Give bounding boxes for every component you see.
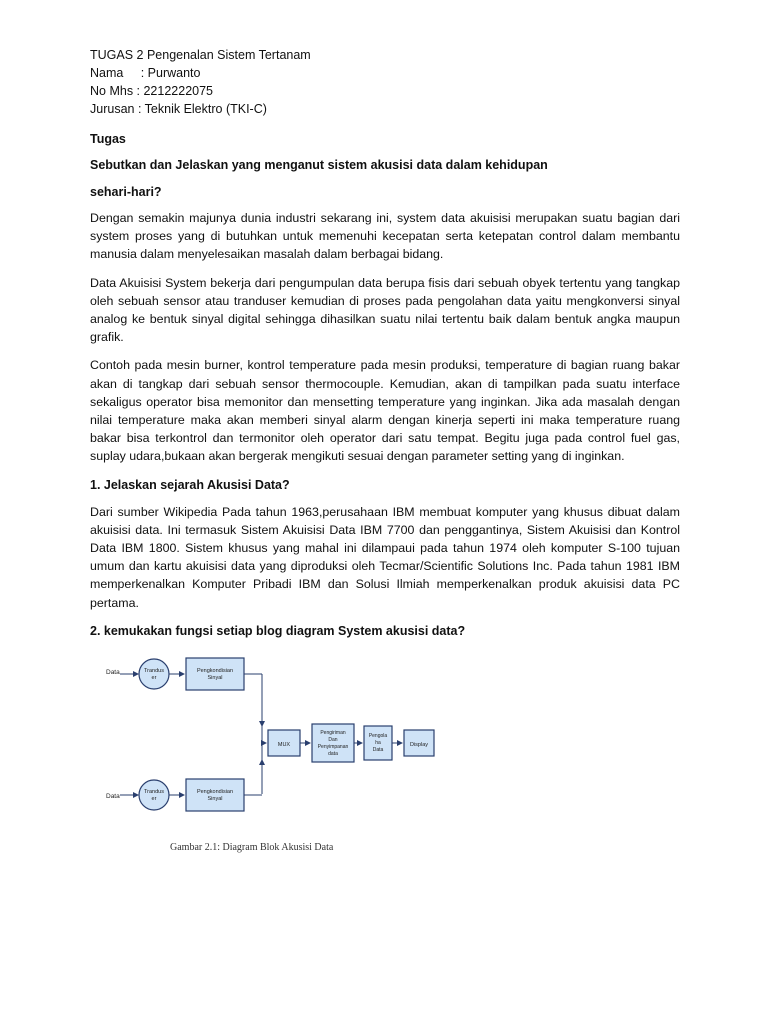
- transducer-top-label-1: Trandus: [144, 667, 164, 674]
- question-1-answer: Dari sumber Wikipedia Pada tahun 1963,perusahaan IBM membuat komputer yang khusus dibuat dalam akuisisi data. Ini termasuk Sistem Akuisisi Data IBM 7700 dan penggantinya, Sistem Akuisisi dan Kontrol Data IBM 1800. Sistem khusus yang mahal ini dilampaui pada tahun 1974 oleh komputer S-100 tujuan umum dan kartu akuisisi data yang diproduksi oleh Tecmar/Scientific Solutions Inc. Pada tahun 1981 IBM memperkenalkan Komputer Pribadi IBM dan Solusi Ilmiah memperkenalkan produk akuisisi data PC pertama.: [90, 504, 680, 610]
- mux-label: MUX: [277, 741, 291, 748]
- paragraph-intro: Dengan semakin majunya dunia industri sekarang ini, system data akuisisi merupakan suatu bagian dari system proses yang di butuhkan untuk memenuhi kecepatan serta ketepatan control dalam membantu manusia dalam menyelesaikan masalah dalam berbagai bidang.: [90, 211, 680, 262]
- transducer-bottom: [139, 780, 169, 810]
- block-diagram: [104, 654, 444, 854]
- display-label: Display: [409, 741, 429, 748]
- course-title: TUGAS 2 Pengenalan Sistem Tertanam: [90, 48, 311, 62]
- input-label-bottom: Data: [106, 792, 120, 800]
- processing-label-3: Data: [372, 746, 384, 753]
- department: Jurusan : Teknik Elektro (TKI-C): [90, 102, 267, 116]
- storage-label-4: data: [328, 750, 338, 757]
- storage-label-2: Dan: [328, 736, 338, 743]
- student-name: Nama : Purwanto: [90, 66, 201, 80]
- conditioner-top-label-2: Sinyal: [207, 674, 223, 681]
- transducer-bottom-label-1: Trandus: [144, 788, 164, 795]
- conditioner-top-label-1: Pengkondisian: [196, 667, 234, 674]
- task-question-line2: sehari-hari?: [90, 185, 162, 199]
- signal-conditioner-bottom: [186, 779, 244, 811]
- storage-label-3: Penyimpanan: [317, 743, 349, 750]
- conditioner-bottom-label-2: Sinyal: [207, 795, 223, 802]
- paragraph-how-it-works: Data Akuisisi System bekerja dari pengumpulan data berupa fisis dari sebuah obyek tertentu yang tangkap oleh sebuah sensor atau tranduser kemudian di proses pada pengolahan data yaitu mengkonversi sinyal analog ke bentuk sinyal digital sehingga dihasilkan suatu nilai tertentu baik dalam bentuk angka maupun grafik.: [90, 275, 680, 345]
- input-label-top: Data: [106, 668, 120, 676]
- processing-label-2: ha: [375, 739, 381, 746]
- conditioner-bottom-label-1: Pengkondisian: [196, 788, 234, 795]
- document-page: [90, 46, 680, 854]
- signal-conditioner-top: [186, 658, 244, 690]
- header-block: [90, 46, 680, 118]
- block-diagram-svg: [104, 654, 444, 844]
- transducer-top-label-2: er: [151, 674, 157, 681]
- question-2-title: 2. kemukakan fungsi setiap blog diagram System akusisi data?: [90, 623, 466, 638]
- task-label: Tugas: [90, 132, 126, 146]
- task-question-line1: Sebutkan dan Jelaskan yang menganut sistem akusisi data dalam kehidupan: [90, 158, 548, 172]
- transducer-bottom-label-2: er: [151, 795, 157, 802]
- storage-label-1: Pengiriman: [320, 729, 346, 736]
- question-1-title: 1. Jelaskan sejarah Akusisi Data?: [90, 477, 290, 492]
- processing-label-1: Pengola: [368, 732, 388, 739]
- paragraph-example: Contoh pada mesin burner, kontrol temperature pada mesin produksi, temperature di bagian ruang bakar akan di tangkap dari sebuah sensor thermocouple. Kemudian, akan di tampilkan pada suatu interface sekaligus operator bisa memonitor dan mensetting temperature yang inginkan. Jika ada masalah dengan nilai temperature maka akan memberi sinyal alarm dengan kinerja seperti ini maka temperature ruang bakar bisa terkontrol dan termonitor oleh operator dari satu tempat. Begitu juga pada control fuel gas, suplay udara,bukaan akan bergerak mengikuti sesuai dengan parameter setting yang di inginkan.: [90, 358, 680, 464]
- student-id: No Mhs : 2212222075: [90, 84, 214, 98]
- transducer-top: [139, 659, 169, 689]
- figure-caption: Gambar 2.1: Diagram Blok Akusisi Data: [170, 841, 334, 853]
